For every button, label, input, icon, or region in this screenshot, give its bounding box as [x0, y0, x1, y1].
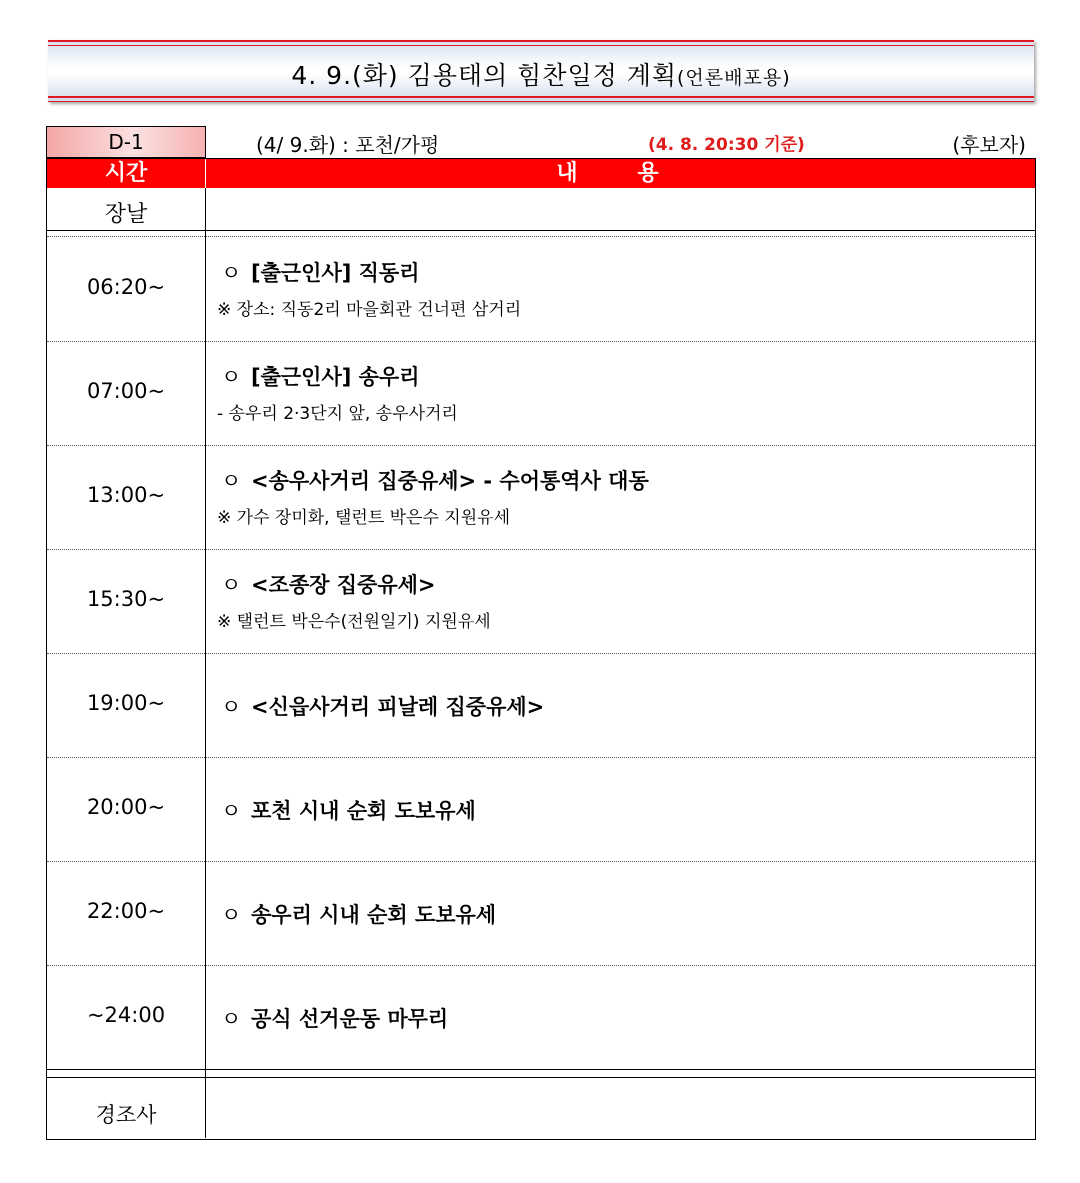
- schedule-table: [46, 158, 1036, 1140]
- event-title-row: [221, 795, 476, 825]
- event-title: [출근인사] 직동리: [251, 261, 420, 285]
- event-title-row: [221, 361, 420, 391]
- event-time: 22:00~: [86, 899, 166, 923]
- event-title: <신읍사거리 피날레 집중유세>: [251, 695, 545, 719]
- event-time: 07:00~: [86, 379, 166, 403]
- column-divider: [205, 188, 206, 1138]
- row-divider: [47, 1069, 1035, 1070]
- title-rule-bottom: [48, 96, 1034, 102]
- bullet-mark: ㅇ: [221, 1007, 242, 1031]
- event-title: <송우사거리 집중유세> - 수어통역사 대동: [251, 469, 649, 493]
- event-time: 19:00~: [86, 691, 166, 715]
- date-place: (4/ 9.화) : 포천/가평: [256, 133, 440, 157]
- bullet-mark: ㅇ: [221, 695, 242, 719]
- market-day-label: 장날: [104, 202, 148, 227]
- title-sub: (언론배포용): [677, 67, 791, 89]
- title-rule-top: [48, 40, 1034, 46]
- info-row: [46, 126, 1036, 158]
- event-title-row: [221, 257, 420, 287]
- event-time: 13:00~: [86, 483, 166, 507]
- event-title-row: [221, 691, 544, 721]
- event-title: 포천 시내 순회 도보유세: [251, 799, 476, 823]
- event-title-row: [221, 899, 496, 929]
- bullet-mark: ㅇ: [221, 903, 242, 927]
- title-banner: [48, 40, 1034, 102]
- bullet-mark: ㅇ: [221, 573, 242, 597]
- event-title: 공식 선거운동 마무리: [251, 1007, 449, 1031]
- row-divider: [47, 236, 1035, 237]
- row-divider: [47, 549, 1035, 550]
- event-title-row: [221, 1003, 448, 1033]
- basis-time: (4. 8. 20:30 기준): [648, 135, 805, 155]
- bullet-mark: ㅇ: [221, 799, 242, 823]
- event-time: 20:00~: [86, 795, 166, 819]
- event-note: ※ 가수 장미화, 탤런트 박은수 지원유세: [217, 508, 510, 528]
- row-divider: [47, 653, 1035, 654]
- dday-badge: D-1: [46, 126, 206, 158]
- header-content: 내 용: [556, 161, 685, 186]
- event-time: 06:20~: [86, 275, 166, 299]
- bullet-mark: ㅇ: [221, 469, 242, 493]
- row-divider: [47, 445, 1035, 446]
- bullet-mark: ㅇ: [221, 365, 242, 389]
- event-title: [출근인사] 송우리: [251, 365, 420, 389]
- event-title: <조종장 집중유세>: [251, 573, 436, 597]
- condolence-label: 경조사: [95, 1103, 157, 1127]
- event-title-row: [221, 569, 436, 599]
- row-divider: [47, 230, 1035, 231]
- event-title: 송우리 시내 순회 도보유세: [251, 903, 497, 927]
- row-divider: [47, 861, 1035, 862]
- row-divider: [47, 341, 1035, 342]
- bullet-mark: ㅇ: [221, 261, 242, 285]
- title-main: 4. 9.(화) 김용태의 힘찬일정 계획: [291, 61, 678, 90]
- event-note: - 송우리 2·3단지 앞, 송우사거리: [217, 404, 458, 424]
- candidate-label: (후보자): [952, 133, 1026, 157]
- event-title-row: [221, 465, 649, 495]
- table-header: [47, 159, 1035, 188]
- event-time: 15:30~: [86, 587, 166, 611]
- event-note: ※ 장소: 직동2리 마을회관 건너편 삼거리: [217, 300, 522, 320]
- event-time: ~24:00: [86, 1003, 166, 1027]
- row-divider: [47, 757, 1035, 758]
- row-divider: [47, 965, 1035, 966]
- event-note: ※ 탤런트 박은수(전원일기) 지원유세: [217, 612, 491, 632]
- row-divider: [47, 1077, 1035, 1078]
- header-time: 시간: [47, 159, 206, 188]
- page-title: [48, 56, 1034, 92]
